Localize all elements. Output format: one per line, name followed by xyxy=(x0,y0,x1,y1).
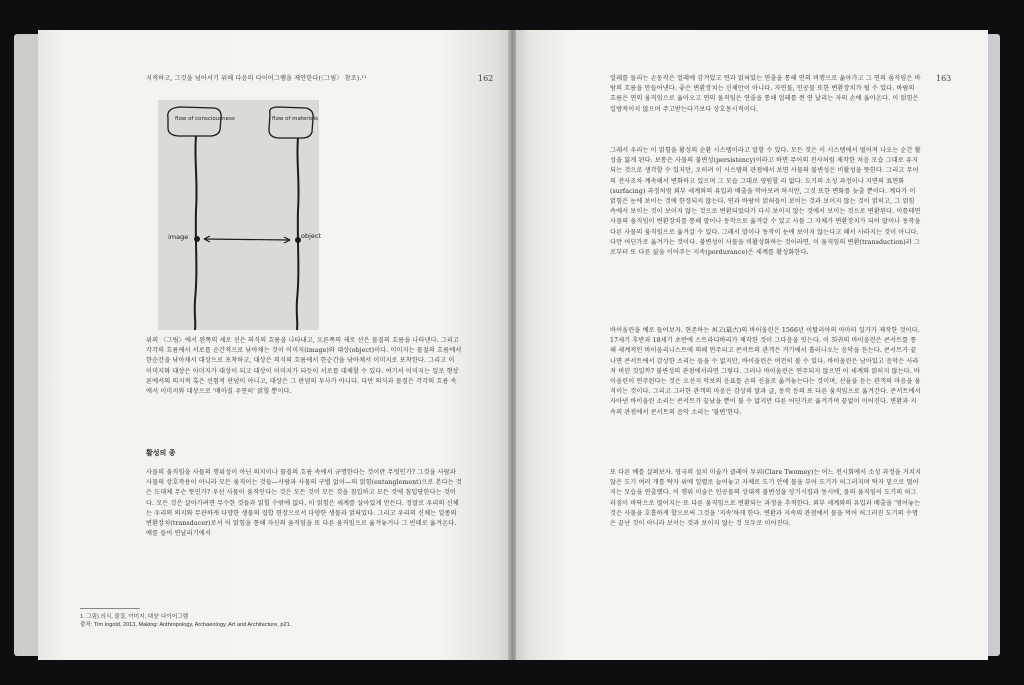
footnote-source: 출처: Tim Ingold, 2013, Making: Anthropology, Archaeology, Art and Architecture, p21. xyxy=(80,622,292,628)
right-page-edges xyxy=(988,34,1000,656)
image-point xyxy=(194,236,200,242)
left-paragraph-2: 사물의 움직임을 사물의 행위성이 아닌 의지이나 물질의 흐름 속에서 규명한다는 것이란 무엇인가? 그것을 사람과 사물의 상호작용이 아니라 모든 움직이는 것들—사람과 사물의 구별 없이—의 얽힘(entanglement)으로 본다는 것은 도대체 무슨 뜻인가? 우선 사물이 움직인다는 것은 모든 것이 모든 것을 침입하고 모든 것에 침입당한다는 것이다. 모든 것은 살아가려면 무수한 것들과 얽힐 수밖에 없다. 이 얽힘은 세계를 살아있게 만든다. 정말로 우리의 신체는 우리의 의지와 무관하게 다양한 생물의 집합 현장으로서 다양한 생물과 얽혀있다. 그리고 우리의 신체는 일종의 변환장치(transducer)로서 이 얽힘을 통해 자신의 움직임을 또 다른 움직임으로 옮겨놓거나 그 빈데로 옮겨온다. 예를 들어 연날리기에서 xyxy=(146,469,462,538)
left-page-edges xyxy=(14,34,38,656)
footnote-caption: 1. 그림) 의식, 물질, 이미지, 대상' 다이어그램 xyxy=(80,614,189,620)
intro-line: 지적하고, 그것을 넘어서기 위해 다음의 다이어그램을 제안한다(〈그림〉 참조).¹¹ xyxy=(146,75,367,82)
right-paragraph-4: 또 다른 예를 살펴보자. 영국의 설치 미술가 클레어 투위(Clare Twomey)는 어느 전시회에서 소성 과정을 거치지 않은 도기 여러 개를 탁자 위에 일렬로 늘어놓고 자체로 도기 안에 물을 부어 도기가 허그러지며 탁자 밑으로 떨어지는 모습을 연출했다. 이 행위 미술은 인공물의 상대적 불변성을 상기시킴과 동시에, 물의 움직임이 도기의 허그러짐이 바닥으로 떨어지는 또 다른 움직임으로 변환되는 과정을 추적한다. 외부 세계와의 유입과 배출을 '멈어놓는 것은 사물을 호흡하게 할으로써 그것을 '지속'하게 한다. 변환과 지속의 관점에서 물을 먹어 허그러진 도기의 수명은 끝난 것이 아니라 보이는 것과 보이지 않는 것 모두로 이어진다. xyxy=(610,469,922,528)
diagram-figure xyxy=(158,100,322,330)
right-paragraph-2: 그래서 우리는 이 얽힘을 활성의 순환 시스템이라고 말할 수 있다. 모든 것은 이 시스템에서 떨어져 나오는 순간 활성을 잃게 된다. 보통은 사물의 불변성(persistency)이라고 하면 무어의 전사처럼 제작한 처음 모습 그대로 유지되는 것으로 생각할 수 있지만, 오히려 이 시스템의 관점에서 보면 사물의 불변성은 비활성을 뜻한다. 그리고 무어의 전사조차 계속해서 변화하고 있으며 그 모습 그대로 영원할 리 없다. 도기의 소성 과정이나 지면의 표면화(surfacing) 과정처럼 외부 세계와의 유입과 배출을 막아보려 하지만, 그것 또한 변화를 늦출 뿐이다. 계다가 이 얽힘은 눈에 보이는 것에 한정되지 않는다. 연과 바람이 얽혀들이 보이는 것과 보이지 않는 것이 얽히고, 그 얽힘 속에서 보이는 것이 보이지 않는 것으로 변환되었다가 다시 보이지 않는 것에서 보이는 것으로 변환된다. 이를테면 사물의 움직임이 변환장치를 통해 말이나 동작으로 옮겨갈 수 있고 사물 그 자체가 변환장치가 되어 말이나 동작을 다른 사물의 움직임으로 옮겨갈 수 있다. 그래서 말이나 동작이 눈에 보이지 않는다고 해서 사라지는 것이 아니다. 다만 어딘가로 옮겨가는 것이다. 불변성이 사물을 비활성화하는 것이라면, 이 움직임의 변환(transduction)과 그로부터 또 다른 삶을 이어주는 지속(perdurance)은 세계를 활성화한다. xyxy=(610,147,921,257)
footnote xyxy=(80,613,480,629)
right-paragraph-1: 얼레를 돌리는 손동작은 얼레에 감겨있고 연과 얽혀있는 연줄을 통해 연의 비행으로 옮아가고 그 연의 움직임은 바람의 흐름을 만들어낸다. 좋은 변환장치는 신체만이 아니다. 자연물, 인공물 또한 변환장치가 될 수 있다. 바람의 흐름은 연의 움직임으로 옮아오고 연의 움직임은 연줄을 통해 얼레를 쥔 연 날리는 자의 손에 옮아온다. 이 얽힘은 일방적이지 않으며 주고받는다기보다 상호동시적이다. xyxy=(610,75,921,113)
page-number: 162 xyxy=(478,74,494,83)
left-paragraph-1: 위의 〈그림〉에서 왼쪽의 세로 선은 의식의 흐름을 나타내고, 오른쪽의 세로 선은 물질의 흐름을 나타낸다. 그리고 각각의 흐름에서 서로를 순간적으로 낚아채는 것이 이미지(image)와 대상(object)이다. 이미지는 물질의 흐름에서 한순간을 낚아채서 대상으로 포착하고, 대상은 의식의 흐름에서 한순간을 낚아채서 이미지로 포착한다. 그리고 이 이미지와 대상은 이미지가 대상이 되고 대상이 이미지가 되듯이 서로를 대체할 수 있다. 여기서 이미지는 일로 형상론에서의 의지적 혹은 선험적 판념이 아니고, 대상은 그 판념의 투사가 아니다. 다만 의식과 물질은 각각의 흐름 속에서 이미지와 대상으로 '매아질 우연히' 얽힐 뿐이다. xyxy=(146,337,462,396)
label-image: image xyxy=(168,233,189,241)
footnote-divider xyxy=(80,608,140,609)
label-object: object xyxy=(301,232,322,240)
page-number: 163 xyxy=(936,74,952,83)
right-page xyxy=(516,30,988,660)
section-heading: 활성의 종 xyxy=(146,448,176,457)
label-flow-of-materials: flow of materials xyxy=(272,116,318,122)
consciousness-materials-diagram xyxy=(158,100,322,330)
right-paragraph-3: 바이올린을 예로 들어보자. 현존하는 최고(最古)의 바이올린은 1566년 이탈리아의 아마티 일가가 제작한 것이다. 17세기 후반과 18세기 초반에 스트라디바리가 제작한 것이 그다음을 잇는다. 이 희귀의 바이올린은 콘서트를 통해 세계적인 바이올리니스트에 의해 연주되고 콘서트의 관객은 거기에서 흘러나오는 음악을 듣는다. 콘서트가 끝나면 콘서트에서 감상한 소리는 들을 수 없지만, 바이올린은 여전히 볼 수 있다. 바이올린은 남아있고 음악은 사라져 버린 것일까? 불변성의 관점에서라면 그렇다. 그러나 바이올린은 연주되지 않으면 이 세계와 얽히지 않는다. 바이올린이 연주된다는 것은 오선지 악보의 음표를 손의 선율로 옮겨놓는다는 것이며, 선율을 듣는 관객의 마음을 움직이는 것이다. 그리고 그러한 관객의 마음은 감상의 말과 글, 동작 등의 또 다른 움직임으로 옮겨간다. 콘서트에서 자아낸 바이올린 소리는 콘서트가 끝났을 뿐이 불 수 없지만 다른 어딘가로 옮겨가며 끝없이 이어진다. 변환과 지속의 관점에서 콘서트의 음악 소리는 '불변'한다. xyxy=(610,327,921,416)
left-page xyxy=(38,30,510,660)
label-flow-of-consciousness: flow of consciousness xyxy=(175,116,235,122)
